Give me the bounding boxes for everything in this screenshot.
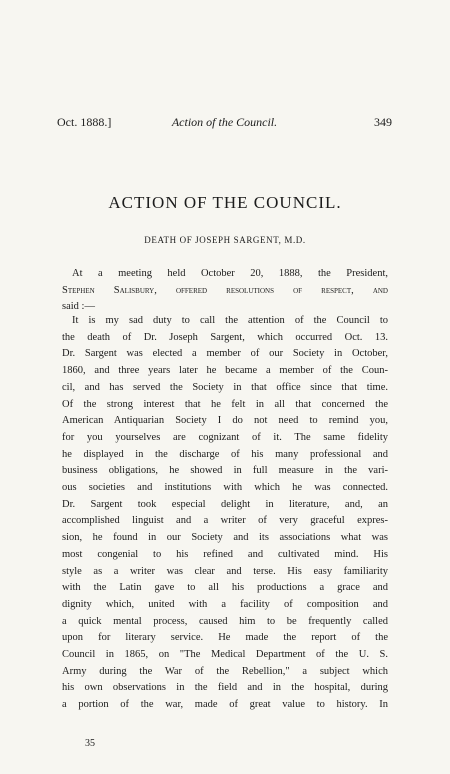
paragraph-intro <box>62 266 388 316</box>
page-number: 349 <box>374 115 392 129</box>
paragraph-line: Army during the War of the Rebellion," a subject which <box>62 665 388 677</box>
section-subtitle: DEATH OF JOSEPH SARGENT, M.D. <box>144 235 306 245</box>
paragraph-line: Of the strong interest that he felt in all that concerned the <box>62 398 388 410</box>
paragraph-line: It is my sad duty to call the attention of the Council to <box>72 315 388 326</box>
paragraph-line: Stephen Salisbury, offered resolutions of respect, and <box>62 284 388 296</box>
paragraph-line: for you yourselves are cognizant of it. The same fidelity <box>62 431 388 443</box>
running-head-title: Action of the Council. <box>171 115 278 129</box>
paragraph-line: American Antiquarian Society I do not need to remind you, <box>62 415 388 427</box>
paragraph-line: At a meeting held October 20, 1888, the President, <box>72 268 388 279</box>
paragraph-line: cil, and has served the Society in that office since that time. <box>62 381 388 393</box>
paragraph-line: upon for literary service. He made the report of the <box>62 632 388 644</box>
paragraph-line: 1860, and three years later he became a member of the Coun- <box>62 365 388 377</box>
paragraph-line: Dr. Sargent was elected a member of our Society in October, <box>62 348 388 360</box>
paragraph-line: a portion of the war, made of great value to history. In <box>62 699 388 711</box>
paragraph-line: most congenial to his refined and cultivated mind. His <box>62 548 388 560</box>
paragraph-line: he displayed in the discharge of his many professional and <box>62 448 388 460</box>
paragraph-line: business obligations, he showed in full measure in the vari- <box>62 465 388 477</box>
paragraph-line: ous societies and institutions with which he was connected. <box>62 482 388 494</box>
paragraph-line: the death of Dr. Joseph Sargent, which occurred Oct. 13. <box>62 331 388 343</box>
paragraph-line: sion, he found in our Society and its associations what was <box>62 532 388 544</box>
paragraph-line: style as a writer was clear and terse. His easy familiarity <box>62 565 388 577</box>
paragraph-line: his own observations in the field and in the hospital, during <box>62 682 388 694</box>
paragraph-line: dignity which, united with a facility of composition and <box>62 598 388 610</box>
paragraph-line: a quick mental process, caused him to be frequently called <box>62 615 388 627</box>
paragraph-line: with the Latin gave to all his productions a grace and <box>62 582 388 594</box>
paragraph-line: Council in 1865, on "The Medical Department of the U. S. <box>62 649 388 661</box>
paragraph-line: said :— <box>62 301 95 313</box>
section-title: ACTION OF THE COUNCIL. <box>108 193 342 212</box>
paragraph-main <box>62 313 388 714</box>
running-head <box>57 115 392 131</box>
signature-mark: 35 <box>85 738 95 749</box>
running-head-date: Oct. 1888.] <box>57 115 112 129</box>
paragraph-line: Dr. Sargent took especial delight in literature, and, an <box>62 498 388 510</box>
paragraph-line: accomplished linguist and a writer of very graceful expres- <box>62 515 388 527</box>
